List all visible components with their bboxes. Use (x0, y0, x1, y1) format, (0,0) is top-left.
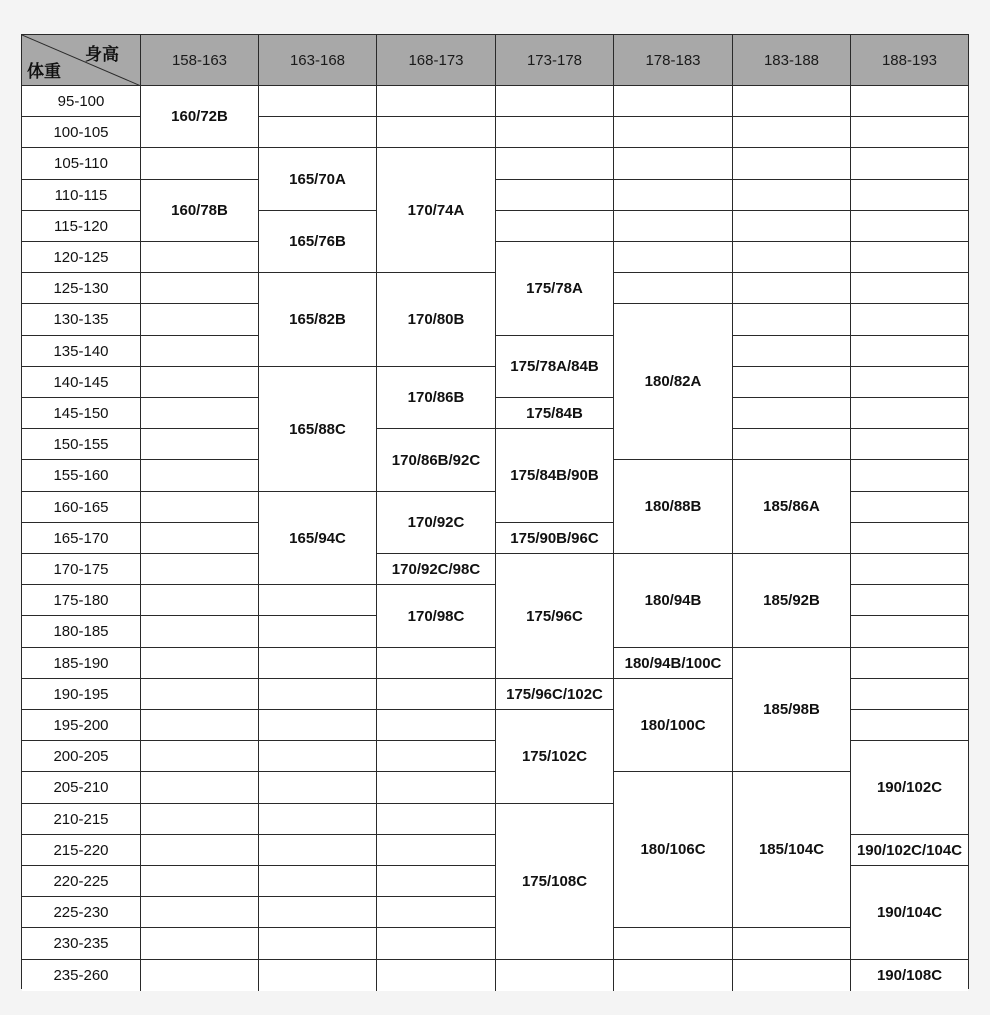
empty-cell (259, 866, 377, 897)
empty-cell (259, 616, 377, 648)
weight-row-label: 150-155 (22, 429, 141, 460)
empty-cell (614, 148, 733, 180)
empty-cell (141, 398, 259, 429)
empty-cell (141, 554, 259, 585)
weight-row-label: 175-180 (22, 585, 141, 616)
empty-cell (377, 928, 496, 960)
empty-cell (377, 772, 496, 804)
empty-cell (377, 960, 496, 991)
empty-cell (496, 960, 614, 991)
empty-cell (496, 117, 614, 148)
size-cell: 175/96C (496, 554, 614, 679)
empty-cell (141, 928, 259, 960)
empty-cell (851, 554, 968, 585)
empty-cell (377, 710, 496, 741)
empty-cell (377, 741, 496, 772)
empty-cell (614, 211, 733, 242)
size-cell: 175/84B (496, 398, 614, 429)
empty-cell (141, 772, 259, 804)
empty-cell (614, 180, 733, 211)
height-header-cell: 158-163 (141, 35, 259, 86)
weight-row-label: 225-230 (22, 897, 141, 928)
empty-cell (141, 242, 259, 273)
empty-cell (141, 429, 259, 460)
empty-cell (141, 960, 259, 991)
size-cell: 180/106C (614, 772, 733, 928)
size-cell: 180/94B/100C (614, 648, 733, 679)
empty-cell (851, 710, 968, 741)
empty-cell (141, 367, 259, 398)
size-cell: 165/88C (259, 367, 377, 492)
empty-cell (259, 928, 377, 960)
weight-row-label: 180-185 (22, 616, 141, 648)
empty-cell (377, 86, 496, 117)
empty-cell (733, 273, 851, 304)
weight-row-label: 220-225 (22, 866, 141, 897)
empty-cell (259, 585, 377, 616)
empty-cell (141, 304, 259, 336)
empty-cell (733, 960, 851, 991)
empty-cell (614, 273, 733, 304)
empty-cell (733, 211, 851, 242)
empty-cell (259, 772, 377, 804)
size-cell: 175/78A (496, 242, 614, 336)
weight-row-label: 110-115 (22, 180, 141, 211)
empty-cell (614, 242, 733, 273)
weight-row-label: 160-165 (22, 492, 141, 523)
height-header-cell: 168-173 (377, 35, 496, 86)
empty-cell (851, 86, 968, 117)
empty-cell (141, 523, 259, 554)
empty-cell (851, 117, 968, 148)
empty-cell (851, 273, 968, 304)
weight-row-label: 190-195 (22, 679, 141, 710)
weight-row-label: 145-150 (22, 398, 141, 429)
empty-cell (141, 273, 259, 304)
empty-cell (851, 304, 968, 336)
empty-cell (851, 398, 968, 429)
empty-cell (377, 866, 496, 897)
empty-cell (733, 117, 851, 148)
empty-cell (496, 148, 614, 180)
empty-cell (141, 648, 259, 679)
empty-cell (851, 211, 968, 242)
size-cell: 170/86B (377, 367, 496, 429)
size-cell: 170/98C (377, 585, 496, 648)
weight-row-label: 185-190 (22, 648, 141, 679)
size-cell: 180/100C (614, 679, 733, 772)
empty-cell (259, 835, 377, 866)
size-cell: 170/92C/98C (377, 554, 496, 585)
size-cell: 190/108C (851, 960, 968, 991)
size-cell: 165/82B (259, 273, 377, 367)
size-cell: 170/80B (377, 273, 496, 367)
empty-cell (496, 86, 614, 117)
corner-header-cell (22, 35, 141, 86)
empty-cell (141, 148, 259, 180)
size-cell: 185/86A (733, 460, 851, 554)
empty-cell (851, 492, 968, 523)
empty-cell (496, 211, 614, 242)
empty-cell (377, 835, 496, 866)
empty-cell (733, 429, 851, 460)
empty-cell (614, 960, 733, 991)
empty-cell (851, 679, 968, 710)
empty-cell (377, 648, 496, 679)
weight-row-label: 105-110 (22, 148, 141, 180)
weight-row-label: 125-130 (22, 273, 141, 304)
empty-cell (259, 86, 377, 117)
empty-cell (733, 398, 851, 429)
empty-cell (377, 117, 496, 148)
empty-cell (259, 710, 377, 741)
size-cell: 170/74A (377, 148, 496, 273)
empty-cell (733, 928, 851, 960)
size-chart-table (21, 34, 969, 989)
weight-row-label: 200-205 (22, 741, 141, 772)
empty-cell (733, 148, 851, 180)
empty-cell (614, 86, 733, 117)
weight-row-label: 235-260 (22, 960, 141, 991)
empty-cell (851, 242, 968, 273)
empty-cell (141, 336, 259, 367)
empty-cell (733, 86, 851, 117)
height-header-cell: 163-168 (259, 35, 377, 86)
empty-cell (141, 679, 259, 710)
empty-cell (141, 897, 259, 928)
size-cell: 160/72B (141, 86, 259, 148)
size-cell: 175/96C/102C (496, 679, 614, 710)
empty-cell (141, 741, 259, 772)
size-cell: 190/104C (851, 866, 968, 960)
size-cell: 170/86B/92C (377, 429, 496, 492)
empty-cell (141, 616, 259, 648)
empty-cell (851, 460, 968, 492)
size-cell: 185/104C (733, 772, 851, 928)
size-cell: 175/102C (496, 710, 614, 804)
weight-row-label: 155-160 (22, 460, 141, 492)
weight-row-label: 100-105 (22, 117, 141, 148)
height-header-cell: 173-178 (496, 35, 614, 86)
weight-row-label: 120-125 (22, 242, 141, 273)
size-cell: 175/84B/90B (496, 429, 614, 523)
weight-row-label: 140-145 (22, 367, 141, 398)
empty-cell (259, 741, 377, 772)
height-axis-label: 身高 (85, 45, 119, 65)
weight-row-label: 205-210 (22, 772, 141, 804)
empty-cell (733, 242, 851, 273)
empty-cell (733, 304, 851, 336)
size-cell: 175/108C (496, 804, 614, 960)
empty-cell (141, 710, 259, 741)
height-header-cell: 183-188 (733, 35, 851, 86)
empty-cell (141, 866, 259, 897)
weight-row-label: 215-220 (22, 835, 141, 866)
weight-row-label: 230-235 (22, 928, 141, 960)
empty-cell (259, 679, 377, 710)
empty-cell (377, 804, 496, 835)
empty-cell (141, 585, 259, 616)
size-cell: 165/70A (259, 148, 377, 211)
size-cell: 185/92B (733, 554, 851, 648)
weight-row-label: 130-135 (22, 304, 141, 336)
weight-row-label: 95-100 (22, 86, 141, 117)
empty-cell (141, 835, 259, 866)
size-cell: 185/98B (733, 648, 851, 772)
weight-row-label: 170-175 (22, 554, 141, 585)
empty-cell (141, 804, 259, 835)
size-cell: 190/102C/104C (851, 835, 968, 866)
size-cell: 180/88B (614, 460, 733, 554)
empty-cell (733, 367, 851, 398)
weight-row-label: 195-200 (22, 710, 141, 741)
size-cell: 180/94B (614, 554, 733, 648)
size-cell: 165/94C (259, 492, 377, 585)
empty-cell (851, 585, 968, 616)
empty-cell (851, 616, 968, 648)
empty-cell (851, 367, 968, 398)
size-cell: 175/78A/84B (496, 336, 614, 398)
weight-row-label: 115-120 (22, 211, 141, 242)
empty-cell (733, 336, 851, 367)
empty-cell (141, 492, 259, 523)
size-cell: 180/82A (614, 304, 733, 460)
empty-cell (259, 648, 377, 679)
empty-cell (851, 429, 968, 460)
size-cell: 190/102C (851, 741, 968, 835)
weight-row-label: 210-215 (22, 804, 141, 835)
empty-cell (377, 897, 496, 928)
empty-cell (851, 180, 968, 211)
empty-cell (851, 648, 968, 679)
empty-cell (377, 679, 496, 710)
empty-cell (733, 180, 851, 211)
empty-cell (496, 180, 614, 211)
empty-cell (851, 523, 968, 554)
empty-cell (259, 897, 377, 928)
size-cell: 165/76B (259, 211, 377, 273)
weight-axis-label: 体重 (27, 62, 61, 82)
weight-row-label: 165-170 (22, 523, 141, 554)
empty-cell (614, 117, 733, 148)
empty-cell (614, 928, 733, 960)
empty-cell (851, 148, 968, 180)
empty-cell (259, 960, 377, 991)
height-header-cell: 178-183 (614, 35, 733, 86)
size-cell: 160/78B (141, 180, 259, 242)
size-cell: 175/90B/96C (496, 523, 614, 554)
size-cell: 170/92C (377, 492, 496, 554)
weight-row-label: 135-140 (22, 336, 141, 367)
empty-cell (259, 804, 377, 835)
height-header-cell: 188-193 (851, 35, 968, 86)
empty-cell (259, 117, 377, 148)
empty-cell (141, 460, 259, 492)
empty-cell (851, 336, 968, 367)
